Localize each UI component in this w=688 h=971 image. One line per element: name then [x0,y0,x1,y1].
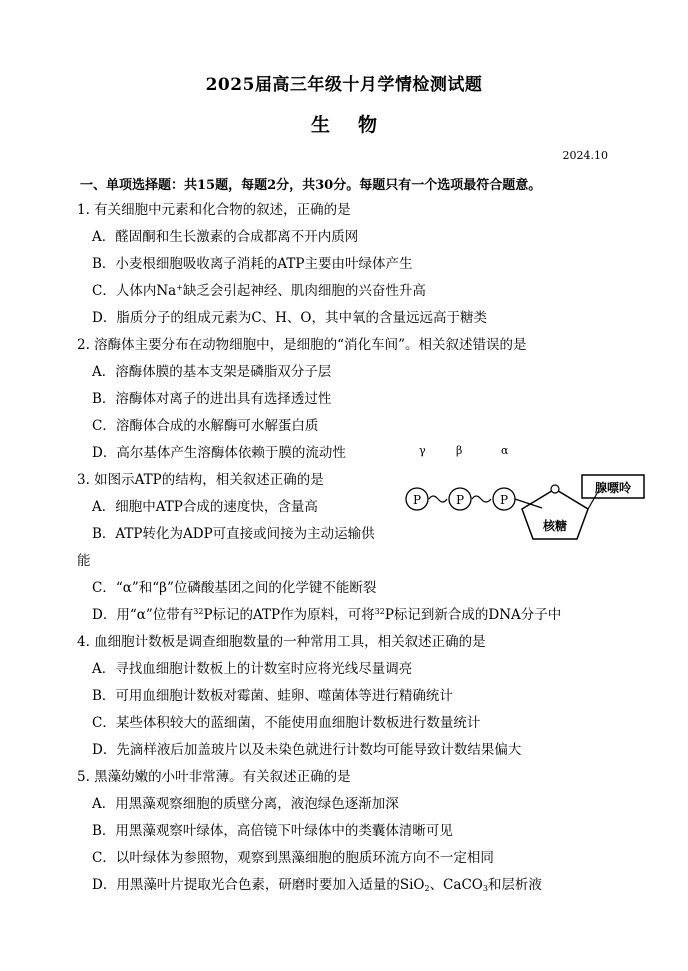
option-d-text-3: P标记到新合成的DNA分子中 [384,607,562,623]
question-3-option-d [92,607,561,623]
question-1-option-c [92,283,426,299]
option-d-text-3: 和层析液 [487,877,542,893]
question-1-option-a: A．醛固酮和生长激素的合成都离不开内质网 [92,229,359,245]
question-1-option-d: D．脂质分子的组成元素为C、H、O，其中氧的含量远远高于糖类 [92,310,487,326]
subscript-1: 2 [424,884,430,893]
option-c-text-1: C．人体内Na [92,283,177,299]
question-5-option-b: B．用黑藻观察叶绿体，高倍镜下叶绿体中的类囊体清晰可见 [92,823,453,839]
high-energy-bond-1 [429,496,447,502]
question-5-option-d [92,877,542,893]
beta-label: β [456,444,463,457]
option-c-text-2: 缺乏会引起神经、肌肉细胞的兴奋性升高 [182,283,426,299]
question-3-option-b-continued: 能 [77,553,91,569]
phosphate-gamma-label: P [412,493,422,507]
question-3-option-c: C．“α”和“β”位磷酸基团之间的化学键不能断裂 [92,580,377,596]
subscript-2: 3 [482,884,488,893]
question-2-stem: 2. 溶酶体主要分布在动物细胞中，是细胞的“消化车间”。相关叙述错误的是 [77,337,527,353]
question-1-stem: 1. 有关细胞中元素和化合物的叙述，正确的是 [77,202,351,218]
ribose-oxygen-circle [551,485,559,493]
alpha-label: α [501,444,509,457]
question-3-option-b: B．ATP转化为ADP可直接或间接为主动运输供 [92,526,375,542]
phosphate-ribose-bond [515,499,542,508]
question-5-option-a: A．用黑藻观察细胞的质壁分离，液泡绿色逐渐加深 [92,796,399,812]
superscript: + [176,283,183,292]
question-4-option-d: D．先滴样液后加盖玻片以及未染色就进行计数均可能导致计数结果偏大 [92,742,522,758]
exam-date: 2024.10 [562,149,608,162]
superscript-2: 32 [374,607,385,616]
question-2-option-c: C．溶酶体合成的水解酶可水解蛋白质 [92,418,319,434]
question-5-stem: 5. 黑藻幼嫩的小叶非常薄。有关叙述正确的是 [77,769,351,785]
option-d-text-1: D．用“α”位带有 [92,607,194,623]
high-energy-bond-2 [472,496,491,502]
section-heading: 一、单项选择题：共15题，每题2分，共30分。每题只有一个选项最符合题意。 [80,178,542,193]
question-4-stem: 4. 血细胞计数板是调查细胞数量的一种常用工具，相关叙述正确的是 [77,634,486,650]
atp-structure-diagram [400,442,650,542]
phosphate-alpha-label: P [499,493,509,507]
adenine-label: 腺嘌呤 [594,481,632,495]
question-4-option-b: B．可用血细胞计数板对霉菌、蛙卵、噬菌体等进行精确统计 [92,688,453,704]
question-2-option-a: A．溶酶体膜的基本支架是磷脂双分子层 [92,364,332,380]
subject-title: 生物 [310,114,405,136]
question-4-option-a: A．寻找血细胞计数板上的计数室时应将光线尽量调亮 [92,661,413,677]
question-2-option-d: D．高尔基体产生溶酶体依赖于膜的流动性 [92,445,346,461]
question-4-option-c: C．某些体积较大的蓝细菌，不能使用血细胞计数板进行数量统计 [92,715,481,731]
option-d-text-2: P标记的ATP作为原料，可将 [203,607,375,623]
exam-title: 2025届高三年级十月学情检测试题 [205,75,483,95]
superscript-1: 32 [193,607,204,616]
option-d-text-1: D．用黑藻叶片提取光合色素，研磨时要加入适量的SiO [92,877,425,893]
option-d-text-2: 、CaCO [429,877,483,893]
question-2-option-b: B．溶酶体对离子的进出具有选择透过性 [92,391,332,407]
gamma-label: γ [419,444,426,457]
ribose-label: 核糖 [542,519,568,533]
phosphate-beta-label: P [455,493,465,507]
question-1-option-b: B．小麦根细胞吸收离子消耗的ATP主要由叶绿体产生 [92,256,413,272]
question-3-option-a: A．细胞中ATP合成的速度快，含量高 [92,499,318,515]
question-5-option-c: C．以叶绿体为参照物，观察到黑藻细胞的胞质环流方向不一定相同 [92,850,494,866]
question-3-stem: 3. 如图示ATP的结构，相关叙述正确的是 [77,472,324,488]
